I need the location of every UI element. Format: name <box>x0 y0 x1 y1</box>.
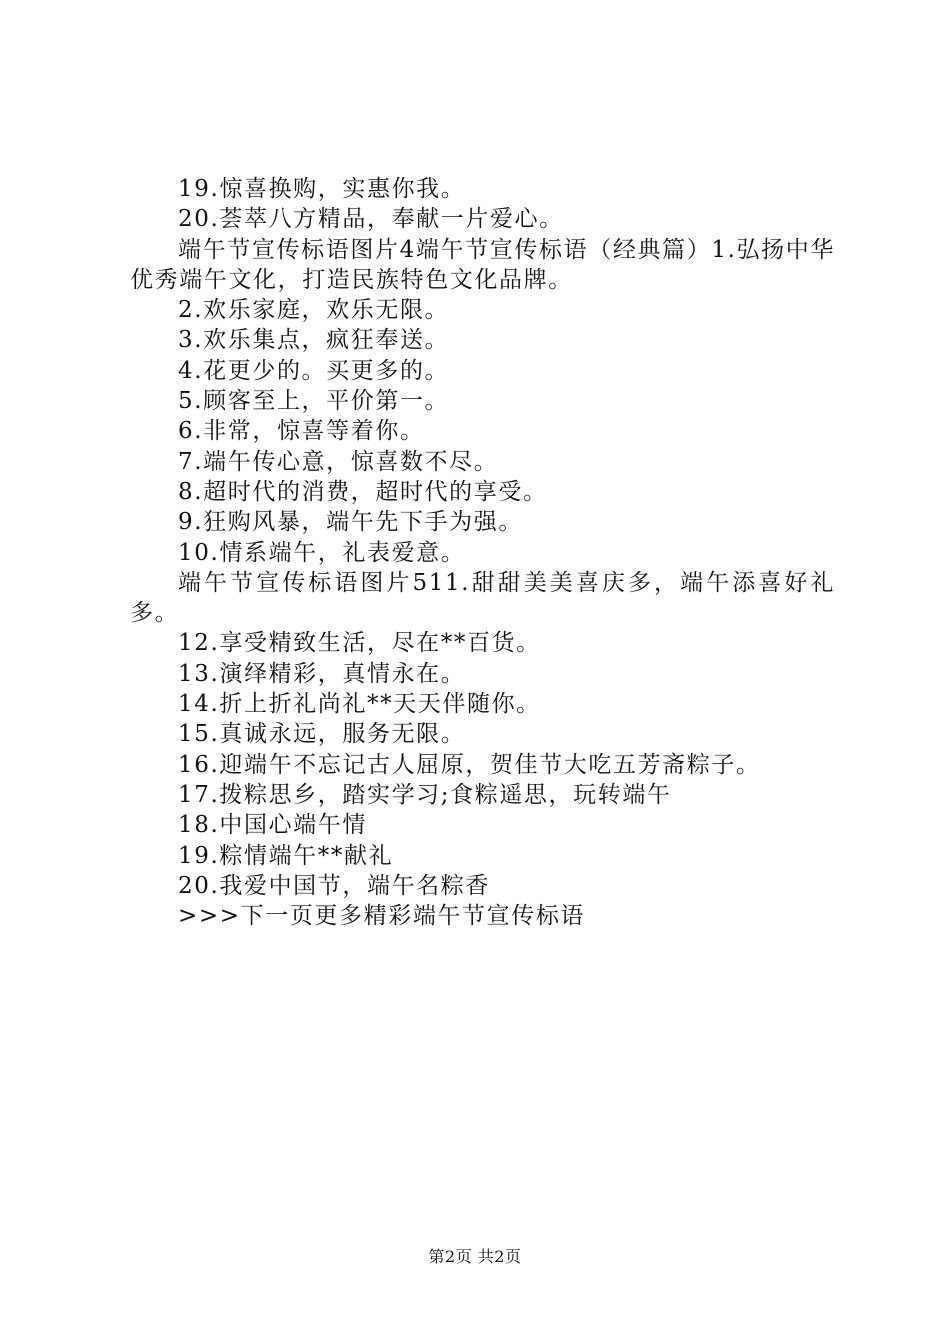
text-line: 19.惊喜换购，实惠你我。 <box>178 176 466 202</box>
text-line: 12.享受精致生活，尽在**百货。 <box>178 630 541 657</box>
text-line: 20.我爱中国节，端午名粽香 <box>178 872 490 899</box>
text-line: 10.情系端午，礼表爱意。 <box>178 539 466 566</box>
text-paragraph: 端午节宣传标语图片4端午节宣传标语（经典篇）1.弘扬中华优秀端午文化，打造民族特色文化品牌。 <box>130 236 835 293</box>
text-line: 17.拨粽思乡，踏实学习;食粽遥思，玩转端午 <box>178 781 672 808</box>
text-line: 3.欢乐集点，疯狂奉送。 <box>178 327 450 354</box>
text-line: 4.花更少的。买更多的。 <box>178 357 450 384</box>
text-paragraph: 端午节宣传标语图片511.甜甜美美喜庆多，端午添喜好礼多。 <box>130 569 835 627</box>
text-line: 2.欢乐家庭，欢乐无限。 <box>178 297 450 324</box>
text-line: 15.真诚永远，服务无限。 <box>178 721 466 748</box>
text-line: 14.折上折礼尚礼**天天伴随你。 <box>178 691 541 718</box>
text-line: 7.端午传心意，惊喜数不尽。 <box>178 448 499 475</box>
text-line: 16.迎端午不忘记古人屈原，贺佳节大吃五芳斋粽子。 <box>178 751 761 778</box>
page-footer: 第2页 共2页 <box>428 1247 522 1266</box>
text-line: 18.中国心端午情 <box>178 812 367 839</box>
text-line: 19.粽情端午**献礼 <box>178 842 394 869</box>
text-line: 20.荟萃八方精品，奉献一片爱心。 <box>178 206 564 233</box>
text-line: 5.顾客至上，平价第一。 <box>178 388 450 415</box>
text-line: 9.狂购风暴，端午先下手为强。 <box>178 509 523 536</box>
text-line: 6.非常，惊喜等着你。 <box>178 418 425 445</box>
next-page-link[interactable]: >>>下一页更多精彩端午节宣传标语 <box>178 903 586 930</box>
text-line: 13.演绎精彩，真情永在。 <box>178 660 466 687</box>
document-body <box>130 174 835 931</box>
text-line: 8.超时代的消费，超时代的享受。 <box>178 478 548 505</box>
